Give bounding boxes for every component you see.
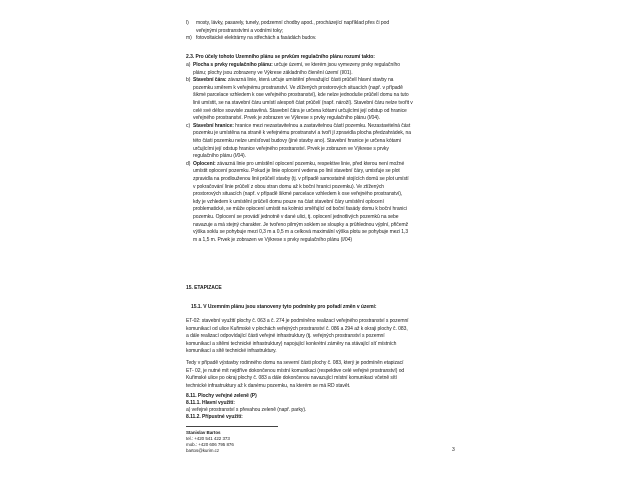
- regulation-item-line: kdy je vzhledem k umístění průčelí domu pouze na část stavební čáry umístění oplocení: [193, 198, 384, 205]
- subsection-heading: 8.11.1. Hlavní využití:: [186, 400, 235, 406]
- regulation-item-line: pozemku je umístěna na straně k veřejnému prostranství a tvoří jí zpravidla plocha předzahrádek, na: [193, 130, 411, 137]
- subsection-heading: 8.11.2. Přípustné využití:: [186, 414, 243, 420]
- section-heading: 2.3. Pro účely tohoto Územního plánu se prvkům regulačního plánu rozumí takto:: [186, 54, 375, 60]
- regulation-item-line: umístit oplocení pozemku. Pokud je linie oplocení vedena po linii stavební čáry, umisťuje se plot: [193, 168, 400, 175]
- regulation-item-line: problematické, se může oplocení umístit na kolmici směřující od boční fasády domu k boční hranici: [193, 206, 407, 213]
- term-label: Stavební hranice:: [193, 122, 234, 129]
- regulation-item-line: určujícími její odstup hranice veřejného prostranství. Prvek je zobrazen ve Výkrese s prvky: [193, 145, 389, 152]
- regulation-item-line: Stavební hranice: hranice mezi nezastavitelnou a zastavitelnou částí pozemku. Nezastavitelná část: [193, 122, 411, 129]
- regulation-item-line: výška soklu se pohybuje mezi 0,3 m a 0,5 m a celková maximální výška plotu se pohybuje mezi 1,3: [193, 229, 409, 236]
- subsection-heading: 15.1. V Územním plánu jsou stanoveny tyto podmínky pro pořadí změn v území:: [191, 304, 377, 310]
- regulation-item-line: této části pozemku nelze umísťovat budovy (jiné stavby ano). Stavební hranice je určena kótami: [193, 138, 401, 144]
- term-label: Stavební čára:: [193, 77, 227, 84]
- paragraph-line: a dále realizací odpovídající části veřejné infrastruktury (tj. veřejných prostranství s pozemní: [186, 333, 385, 340]
- paragraph-line: komunikací od ulice Kuřimské v plochách veřejných prostranství č. 086 a 294 až k okraji plochy č. 083,: [186, 325, 408, 332]
- regulation-item-line: Oplocení: závazná linie pro umístění oplocení pozemku, respektive linie, před kterou není možné: [193, 160, 405, 167]
- regulation-item-line: prostorových situacích (např. v případě šikmé parcelace vzhledem k ose veřejného prostranství),: [193, 191, 403, 198]
- paragraph-line: ET-02: stavební využití plochy č. 063 a č. 274 je podmíněno realizací veřejného prostranství s pozemní: [186, 318, 409, 324]
- term-label: Plocha s prvky regulačního plánu:: [193, 62, 273, 68]
- section-heading: 8.11. Plochy veřejné zeleně (P): [186, 393, 257, 399]
- footer-email: bartos@kurim.cz: [186, 448, 220, 453]
- paragraph-line: komunikací a sítěmi technické infrastruktury) napojující konkrétní záměry na stávající síť místních: [186, 340, 397, 347]
- regulation-item-line: Plocha s prvky regulačního plánu: určuje území, ve kterém jsou vymezeny prvky regulačního: [193, 62, 401, 68]
- regulation-item-marker: b): [186, 77, 191, 84]
- regulation-item-line: pozemku směrem k veřejnému prostranství. Ve zlížených prostorových situacích (např. v případě: [193, 84, 403, 91]
- footer-phone: tel.: +420 541 422 373: [186, 436, 230, 441]
- intro-item-marker: l): [186, 20, 189, 26]
- paragraph-line: komunikací a sítě technické infrastruktury.: [186, 348, 277, 355]
- regulation-item-line: Stavební čára: závazná linie, která určuje umístění převažující části průčelí hlavní stavby na: [193, 77, 394, 84]
- list-item: a) veřejné prostranství s převahou zeleně (např. parky).: [186, 407, 307, 413]
- regulation-item-line: navazuje a má stejný charakter. Je tvořeno pilmým soklem se sloupky a průhlednou výplní, přičemž: [193, 221, 409, 228]
- section-heading: 15. ETAPIZACE: [186, 285, 222, 291]
- regulation-item-line: zpravidla na prodlouženou linii průčelí stavby (tj. v případě samostatně stojících domů se plot umístí: [193, 176, 409, 182]
- regulation-item-line: pozemku. Oplocení se provádí jednotně v dané ulici, tj. oplocení jednotlivých pozemků na sebe: [193, 214, 399, 220]
- paragraph-line: Tedy v případě výstavby rodinného domu na severní části plochy č. 083, který je podmíněn etapizací: [186, 360, 404, 366]
- regulation-item-line: celé své délce souvisle zastavěná. Stavební čára je určena kótami určujícími její odstup od hranice: [193, 107, 407, 114]
- regulation-item-line: m a 1,5 m. Prvek je zobrazen ve Výkrese s prvky regulačního plánu (I/04): [193, 236, 352, 243]
- regulation-item-line: veřejného prostranství. Prvek je zobrazen ve Výkrese s prvky regulačního plánu (I/04).: [193, 115, 380, 122]
- page-number: 3: [452, 447, 455, 453]
- paragraph-line: ET- 02, je nutné mít nejdříve dokončenou místní komunikaci (respektive celé veřejné prostranství) od: [186, 367, 405, 374]
- regulation-item-line: regulačního plánu (I/04).: [193, 153, 246, 160]
- regulation-item-marker: a): [186, 62, 191, 68]
- paragraph-line: technické infrastruktury až k danému pozemku, na kterém se má RD stavět.: [186, 382, 351, 389]
- regulation-item-line: v pokračování linie průčelí z obou stran domu až k boční hranici pozemku). Ve ztížených: [193, 183, 385, 190]
- regulation-item-line: linii umístit, se na stavební čáru umístí alespoň část průčelí (např. nároží). Stavební čáru nelze tvořit v: [193, 100, 413, 106]
- regulation-item-line: šikmé parcelace vzhledem k ose veřejného prostranství), kde nelze jednoduše průčelí domu na tuto: [193, 92, 409, 99]
- term-label: Oplocení:: [193, 160, 216, 167]
- footer-mobile: mob.: +420 606 795 876: [186, 442, 234, 447]
- intro-item-line: mosty, lávky, pasarely, tunely, podzemní chodby apod., procházející například přes či pod: [196, 20, 390, 26]
- regulation-item-marker: c): [186, 122, 191, 129]
- regulation-item-marker: d): [186, 160, 191, 167]
- regulation-item-line: plánu; plochy jsou zobrazeny ve Výkrese základního členění území (I/01).: [193, 69, 353, 76]
- intro-item-marker: m): [186, 35, 192, 42]
- paragraph-line: Kuřimské ulice po okraj plochy č. 083 a dále dokončenou navazující místní komunikaci včetně sítí: [186, 375, 397, 382]
- footer-name: Stanislav Bartos: [186, 430, 221, 435]
- intro-item-line: veřejnými prostranstvími a vodními toky;: [196, 27, 284, 34]
- footer-divider: [186, 426, 278, 427]
- intro-item-line: fotovoltaické elektrárny na střechách a fasádách budov.: [196, 35, 317, 42]
